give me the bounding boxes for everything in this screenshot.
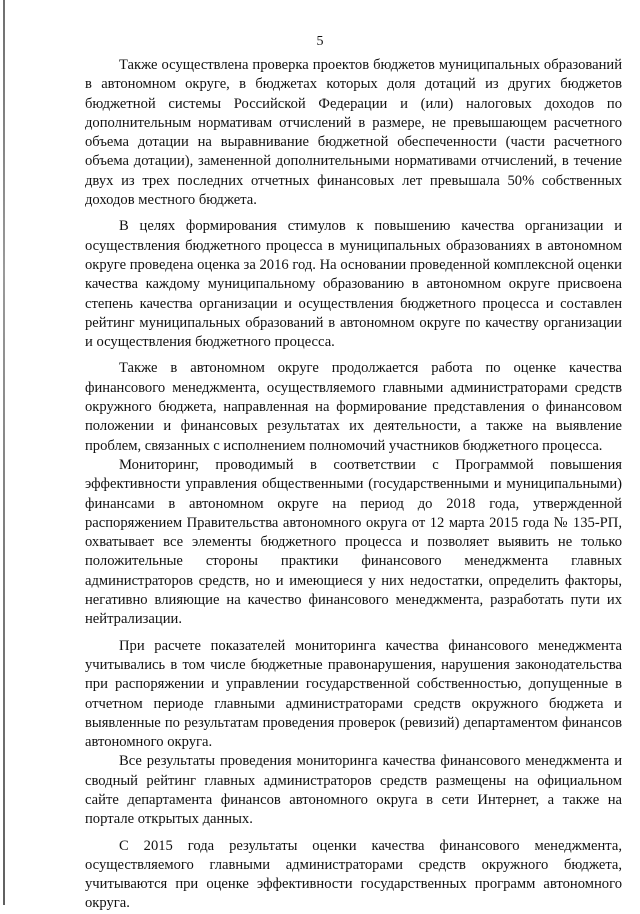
paragraph-quality-assessment: В целях формирования стимулов к повышению качества организации и осуществления бюджетного процесса в муниципальных образованиях в автономном округе проведена оценка за 2016 год. На основании проведенной комплексной оценки качества каждому муниципальному образованию в автономном округе присвоена степень качества организации и осуществления бюджетного процесса и составлен рейтинг муниципальных образований в автономном округе по качеству организации и осуществления бюджетного процесса. bbox=[85, 218, 622, 351]
page-number: 5 bbox=[316, 34, 324, 49]
paragraph-budget-review: Также осуществлена проверка проектов бюджетов муниципальных образований в автономном округе, в бюджетах которых доля дотаций из других бюджетов бюджетной системы Российской Федерации и (или) налоговых доходов по дополнительным нормативам отчислений в размере, не превышающем расчетного объема дотации на выравнивание бюджетной обеспеченности (части расчетного объема дотации), замененной дополнительными нормативами отчислений, в течение двух из трех последних отчетных финансовых лет превышала 50% собственных доходов местного бюджета. bbox=[85, 57, 622, 209]
document-body bbox=[85, 56, 622, 914]
paragraph-results-published: Все результаты проведения мониторинга качества финансового менеджмента и сводный рейтинг главных администраторов средств размещены на официальном сайте департамента финансов автономного округа в сети Интернет, а также на портале открытых данных. bbox=[85, 753, 622, 828]
paragraph-indicators: При расчете показателей мониторинга качества финансового менеджмента учитывались в том числе бюджетные правонарушения, нарушения законодательства при распоряжении и управлении государственной собственностью, допущенные в отчетном периоде главными администраторами средств окружного бюджета и выявленные по результатам проведения проверок (ревизий) департаментом финансов автономного округа. bbox=[85, 637, 622, 751]
paragraph-monitoring: Мониторинг, проводимый в соответствии с Программой повышения эффективности управления общественными (государственными и муниципальными) финансами в автономном округе на период до 2018 года, утвержденной распоряжением Правительства автономного округа от 12 марта 2015 года № 135-РП, охватывает все элементы бюджетного процесса и позволяет выявить не только положительные стороны практики финансового менеджмента главных администраторов средств, но и имеющиеся у них недостатки, определить факторы, негативно влияющие на качество финансового менеджмента, разработать пути их нейтрализации. bbox=[85, 456, 622, 628]
paragraph-since-2015: С 2015 года результаты оценки качества финансового менеджмента, осуществляемого главными администраторами средств окружного бюджета, учитываются при оценке эффективности государственных программ автономного округа. bbox=[85, 837, 622, 912]
scan-edge-line bbox=[3, 0, 5, 905]
paragraph-financial-management: Также в автономном округе продолжается работа по оценке качества финансового менеджмента, осуществляемого главными администраторами средств окружного бюджета, направленная на формирование представления о финансовом положении и финансовых результатах их деятельности, а также на выявление проблем, связанных с исполнением полномочий участников бюджетного процесса. bbox=[85, 360, 622, 454]
